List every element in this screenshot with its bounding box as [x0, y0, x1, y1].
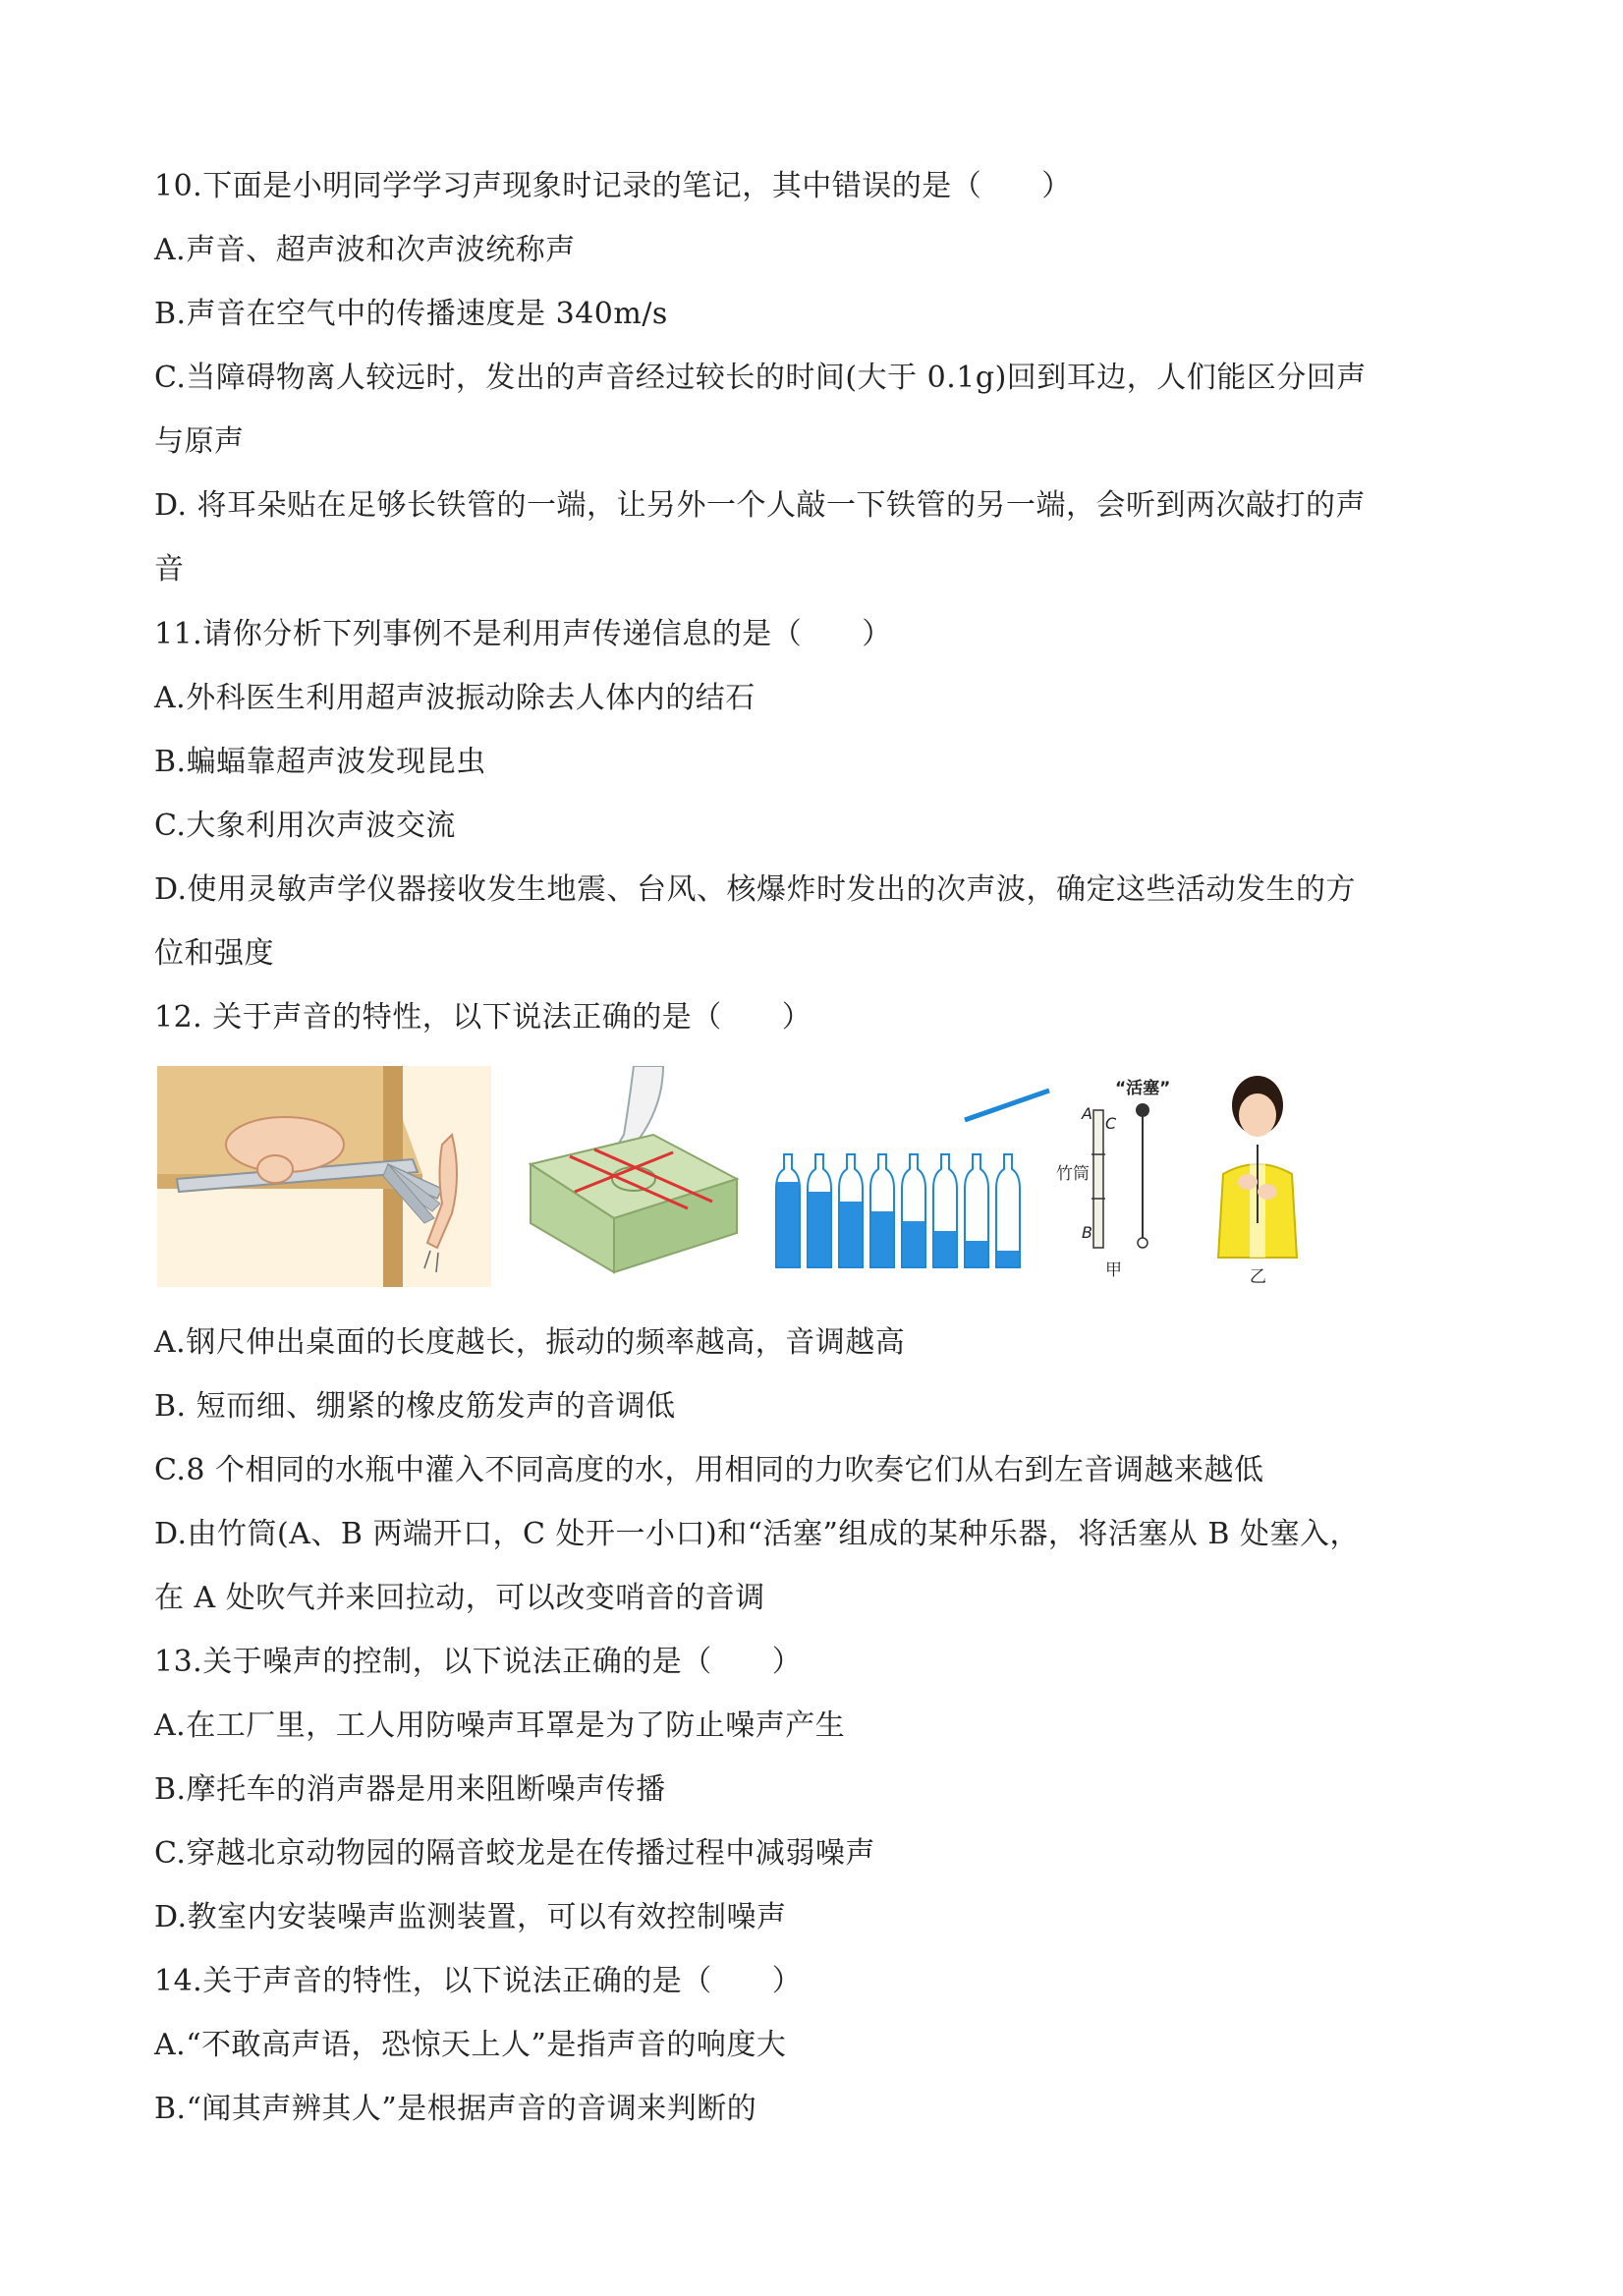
q10-stem: 10.下面是小明同学学习声现象时记录的笔记，其中错误的是（ ） — [154, 169, 1072, 203]
q14-option-b: B.“闻其声辨其人”是根据声音的音调来判断的 — [154, 2092, 757, 2126]
q11-option-a: A.外科医生利用超声波振动除去人体内的结石 — [154, 681, 756, 715]
rubber-band-box-figure — [516, 1066, 742, 1287]
q10-option-a: A.声音、超声波和次声波统称声 — [154, 233, 576, 267]
q13-option-a: A.在工厂里，工人用防噪声耳罩是为了防止噪声产生 — [154, 1708, 846, 1743]
q12-stem: 12. 关于声音的特性，以下说法正确的是（ ） — [154, 1000, 812, 1035]
q10-option-b: B.声音在空气中的传播速度是 340m/s — [154, 297, 668, 331]
q10-option-c-line2: 与原声 — [154, 424, 245, 459]
label-jia: 甲 — [1105, 1260, 1122, 1280]
label-zhutong: 竹筒 — [1056, 1164, 1090, 1184]
q10-option-c-line1: C.当障碍物离人较远时，发出的声音经过较长的时间(大于 0.1g)回到耳边，人们能区分回声 — [154, 361, 1367, 395]
steel-ruler-figure — [157, 1066, 491, 1287]
bamboo-tube-figure — [1056, 1066, 1174, 1287]
label-huosai: “活塞” — [1115, 1079, 1171, 1098]
q14-option-a: A.“不敢高声语，恐惊天上人”是指声音的响度大 — [154, 2028, 787, 2062]
q11-option-b: B.蝙蝠靠超声波发现昆虫 — [154, 745, 486, 779]
q12-option-a: A.钢尺伸出桌面的长度越长，振动的频率越高，音调越高 — [154, 1325, 906, 1360]
q12-option-c: C.8 个相同的水瓶中灌入不同高度的水，用相同的力吹奏它们从右到左音调越来越低 — [154, 1453, 1264, 1487]
q12-option-b: B. 短而细、绷紧的橡皮筋发声的音调低 — [154, 1389, 676, 1424]
label-c: C — [1105, 1114, 1117, 1133]
label-a: A — [1082, 1104, 1092, 1123]
q14-stem: 14.关于声音的特性，以下说法正确的是（ ） — [154, 1964, 803, 1998]
q12-figures — [157, 1066, 1316, 1287]
q10-option-d-line1: D. 将耳朵贴在足够长铁管的一端，让另外一个人敲一下铁管的另一端，会听到两次敲打的声 — [154, 488, 1367, 523]
q11-option-d-line1: D.使用灵敏声学仪器接收发生地震、台风、核爆炸时发出的次声波，确定这些活动发生的方 — [154, 872, 1357, 907]
q13-option-c: C.穿越北京动物园的隔音蛟龙是在传播过程中减弱噪声 — [154, 1836, 875, 1871]
q13-option-b: B.摩托车的消声器是用来阻断噪声传播 — [154, 1772, 666, 1807]
q11-stem: 11.请你分析下列事例不是利用声传递信息的是（ ） — [154, 617, 892, 651]
q13-option-d: D.教室内安装噪声监测装置，可以有效控制噪声 — [154, 1900, 787, 1934]
q12-option-d-line1: D.由竹筒(A、B 两端开口，C 处开一小口)和“活塞”组成的某种乐器，将活塞从 B 处塞入， — [154, 1517, 1360, 1551]
q11-option-d-line2: 位和强度 — [154, 936, 274, 971]
label-yi: 乙 — [1250, 1267, 1266, 1287]
pointer-line — [963, 1066, 1051, 1287]
q10-option-d-line2: 音 — [154, 552, 185, 587]
q12-option-d-line2: 在 A 处吹气并来回拉动，可以改变哨音的音调 — [154, 1581, 765, 1615]
q13-stem: 13.关于噪声的控制，以下说法正确的是（ ） — [154, 1645, 803, 1679]
q11-option-c: C.大象利用次声波交流 — [154, 809, 456, 843]
girl-playing-figure — [1199, 1066, 1316, 1287]
label-b: B — [1082, 1223, 1092, 1242]
